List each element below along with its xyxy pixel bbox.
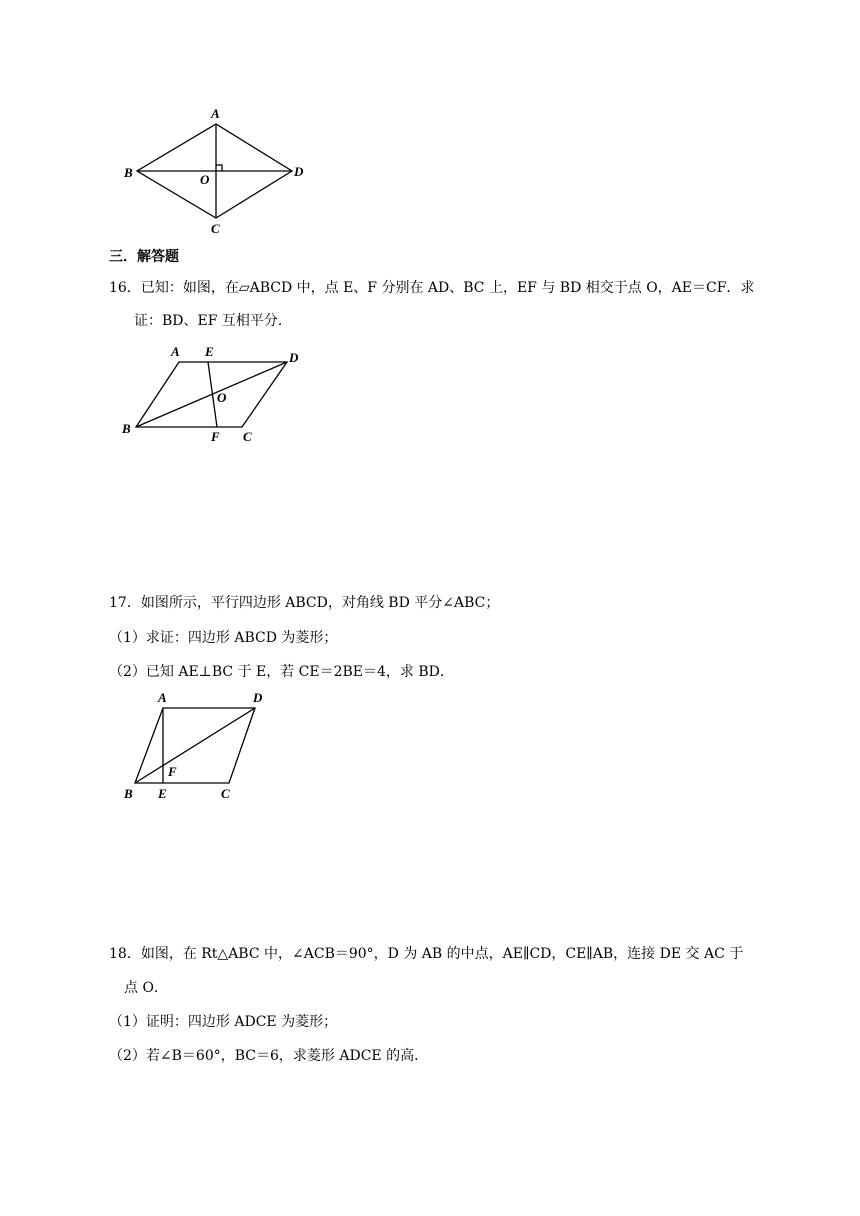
problem-17-line-1: 17．如图所示，平行四边形 ABCD，对角线 BD 平分∠ABC；: [109, 595, 500, 611]
problem-18-line-2: 点 O．: [124, 980, 168, 996]
label-f: F: [211, 429, 220, 444]
diagonal-bd: [135, 708, 255, 783]
label-c: C: [221, 786, 230, 801]
label-b: B: [124, 786, 133, 801]
label-d: D: [289, 350, 299, 365]
problem-18-part-1: （1）证明：四边形 ADCE 为菱形；: [109, 1014, 338, 1030]
label-b: B: [124, 165, 133, 180]
parallelogram-figure-17: [0, 688, 860, 808]
label-c: C: [211, 221, 220, 236]
label-d: D: [253, 690, 263, 705]
problem-18-part-2: （2）若∠B＝60°，BC＝6，求菱形 ADCE 的高．: [109, 1048, 429, 1064]
label-d: D: [294, 164, 304, 179]
label-a: A: [171, 344, 180, 359]
label-o: O: [200, 172, 210, 187]
label-b: B: [122, 421, 131, 436]
label-e: E: [158, 786, 167, 801]
label-e: E: [205, 344, 214, 359]
problem-16-line-1: 16．已知：如图，在▱ABCD 中，点 E、F 分别在 AD、BC 上，EF 与 BD 相交于点 O，AE＝CF．求: [109, 280, 755, 296]
parallelogram-figure-16: [0, 340, 860, 450]
label-f: F: [168, 764, 177, 779]
right-angle-mark: [216, 165, 222, 171]
problem-18-line-1: 18．如图，在 Rt△ABC 中，∠ACB＝90°，D 为 AB 的中点，AE∥CD，CE∥AB，连接 DE 交 AC 于: [109, 946, 744, 962]
section-heading: 三．解答题: [109, 249, 179, 265]
label-o: O: [217, 390, 227, 405]
label-a: A: [158, 690, 167, 705]
problem-17-part-2: （2）已知 AE⊥BC 于 E，若 CE＝2BE＝4，求 BD．: [109, 664, 454, 680]
problem-16-line-2: 证：BD、EF 互相平分．: [134, 313, 292, 329]
rhombus-figure: [0, 0, 860, 245]
segment-ef: [208, 362, 217, 427]
label-a: A: [211, 106, 220, 121]
label-c: C: [243, 429, 252, 444]
problem-17-part-1: （1）求证：四边形 ABCD 为菱形；: [109, 630, 338, 646]
